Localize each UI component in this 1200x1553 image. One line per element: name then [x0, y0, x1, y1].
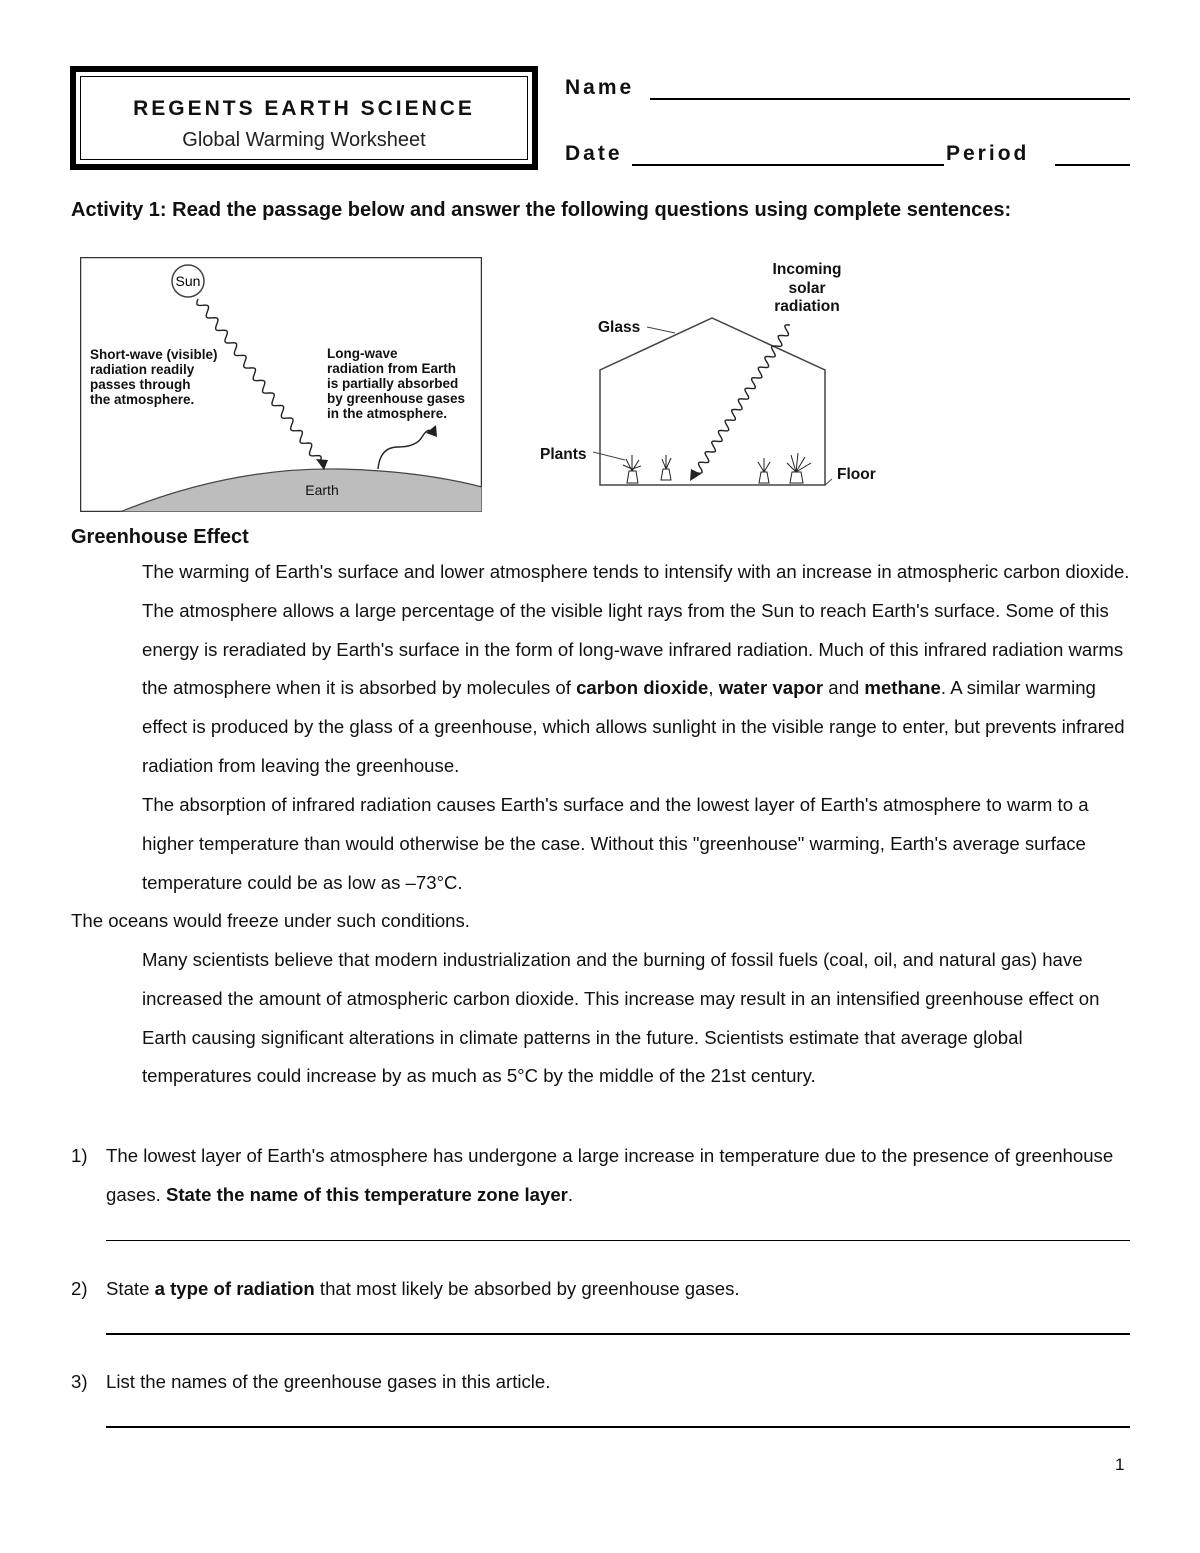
- question-2-emphasis: a type of radiation: [154, 1278, 315, 1299]
- sun-label: Sun: [175, 273, 201, 289]
- date-label: Date: [565, 142, 623, 165]
- question-number: 1): [71, 1145, 88, 1166]
- worksheet-course-title: REGENTS EARTH SCIENCE: [133, 97, 475, 120]
- title-box: [70, 66, 538, 170]
- passage-paragraph-1: [71, 553, 1131, 786]
- question-1-text-a: The lowest layer of Earth's atmosphere has undergone a large increase in temperature due to the presence of greenhouse gases.: [106, 1145, 1114, 1205]
- question-2-text-c: that most likely be absorbed by greenhouse gases.: [314, 1278, 740, 1299]
- period-label: Period: [946, 142, 1030, 165]
- worksheet-subtitle: Global Warming Worksheet: [182, 129, 426, 151]
- p1-text-g: . A similar warming effect is produced by the glass of a greenhouse, which allows sunlight in the visible range to enter, but prevents infrared radiation from leaving the greenhouse.: [142, 677, 1125, 776]
- longwave-caption-3: is partially absorbed: [327, 376, 459, 391]
- answer-line-1[interactable]: [106, 1240, 1130, 1241]
- question-number: 3): [71, 1371, 88, 1392]
- plants-group: [623, 453, 811, 483]
- p1-text-e: and: [823, 677, 865, 699]
- name-line[interactable]: [650, 98, 1130, 100]
- passage-paragraph-3: The oceans would freeze under such conditions.: [71, 910, 470, 931]
- question-text: [106, 1362, 1126, 1401]
- earth-radiation-figure: [80, 257, 482, 512]
- shortwave-caption-1: Short-wave (visible): [90, 347, 218, 362]
- passage-paragraph-2: The absorption of infrared radiation causes Earth's surface and the lowest layer of Earth's atmosphere to warm to a higher temperature than would otherwise be the case. Without this "greenhouse" warming, Earth's average surface temperature could be as low as –73°C.: [142, 794, 1089, 893]
- term-methane: methane: [864, 677, 941, 699]
- period-line[interactable]: [1055, 164, 1130, 166]
- page-number: 1: [1115, 1455, 1125, 1474]
- p1-text-a: The warming of Earth's surface and lower atmosphere tends to intensify with an increase in atmospheric carbon dioxide. The atmosphere allows a large percentage of the visible light rays from the Sun to reach Earth's surface. Some of this energy is reradiated by Earth's surface in the form of long-wave infrared radiation. Much of this infrared radiation warms the atmosphere when it is absorbed by molecules of: [142, 561, 1130, 699]
- p1-text-c: ,: [708, 677, 719, 699]
- section-heading: Greenhouse Effect: [71, 526, 249, 548]
- answer-line-2[interactable]: [106, 1333, 1130, 1335]
- incoming-arrowhead: [690, 469, 701, 481]
- question-text: [106, 1269, 1126, 1308]
- earth-label: Earth: [305, 482, 339, 498]
- longwave-caption-4: by greenhouse gases: [327, 391, 466, 406]
- question-number: 2): [71, 1278, 88, 1299]
- question-text: [106, 1136, 1126, 1214]
- date-line[interactable]: [632, 164, 944, 166]
- longwave-caption-1: Long-wave: [327, 346, 398, 361]
- incoming-label-2: solar: [788, 280, 826, 297]
- answer-line-3[interactable]: [106, 1426, 1130, 1428]
- question-1-text-c: .: [567, 1184, 574, 1205]
- floor-pointer: [825, 479, 832, 485]
- shortwave-caption-4: the atmosphere.: [90, 392, 195, 407]
- plants-label: Plants: [540, 446, 587, 463]
- glass-pointer: [647, 327, 675, 333]
- glass-label: Glass: [598, 319, 641, 336]
- shortwave-caption-2: radiation readily: [90, 362, 195, 377]
- question-1-emphasis: State the name of this temperature zone layer: [165, 1184, 568, 1205]
- plants-pointer: [593, 452, 625, 460]
- name-label: Name: [565, 76, 635, 99]
- greenhouse-figure: [535, 255, 885, 495]
- longwave-caption-2: radiation from Earth: [327, 361, 457, 376]
- greenhouse-outline: [600, 318, 825, 485]
- activity-instruction: Activity 1: Read the passage below and answer the following questions using complete sentences:: [71, 199, 1012, 221]
- term-water-vapor: water vapor: [718, 677, 824, 699]
- shortwave-caption-3: passes through: [90, 377, 191, 392]
- longwave-caption-5: in the atmosphere.: [327, 406, 448, 421]
- floor-label: Floor: [837, 466, 876, 483]
- title-box-inner: [80, 76, 528, 160]
- question-3-text-a: List the names of the greenhouse gases in this article.: [106, 1371, 551, 1392]
- incoming-label-3: radiation: [774, 298, 840, 315]
- incoming-label-1: Incoming: [772, 261, 842, 278]
- term-carbon-dioxide: carbon dioxide: [576, 677, 709, 699]
- passage-paragraph-4: Many scientists believe that modern industrialization and the burning of fossil fuels (coal, oil, and natural gas) have increased the amount of atmospheric carbon dioxide. This increase may result in an intensified greenhouse effect on Earth causing significant alterations in climate patterns in the future. Scientists estimate that average global temperatures could increase by as much as 5°C by the middle of the 21st century.: [142, 949, 1100, 1087]
- question-2-text-a: State: [106, 1278, 155, 1299]
